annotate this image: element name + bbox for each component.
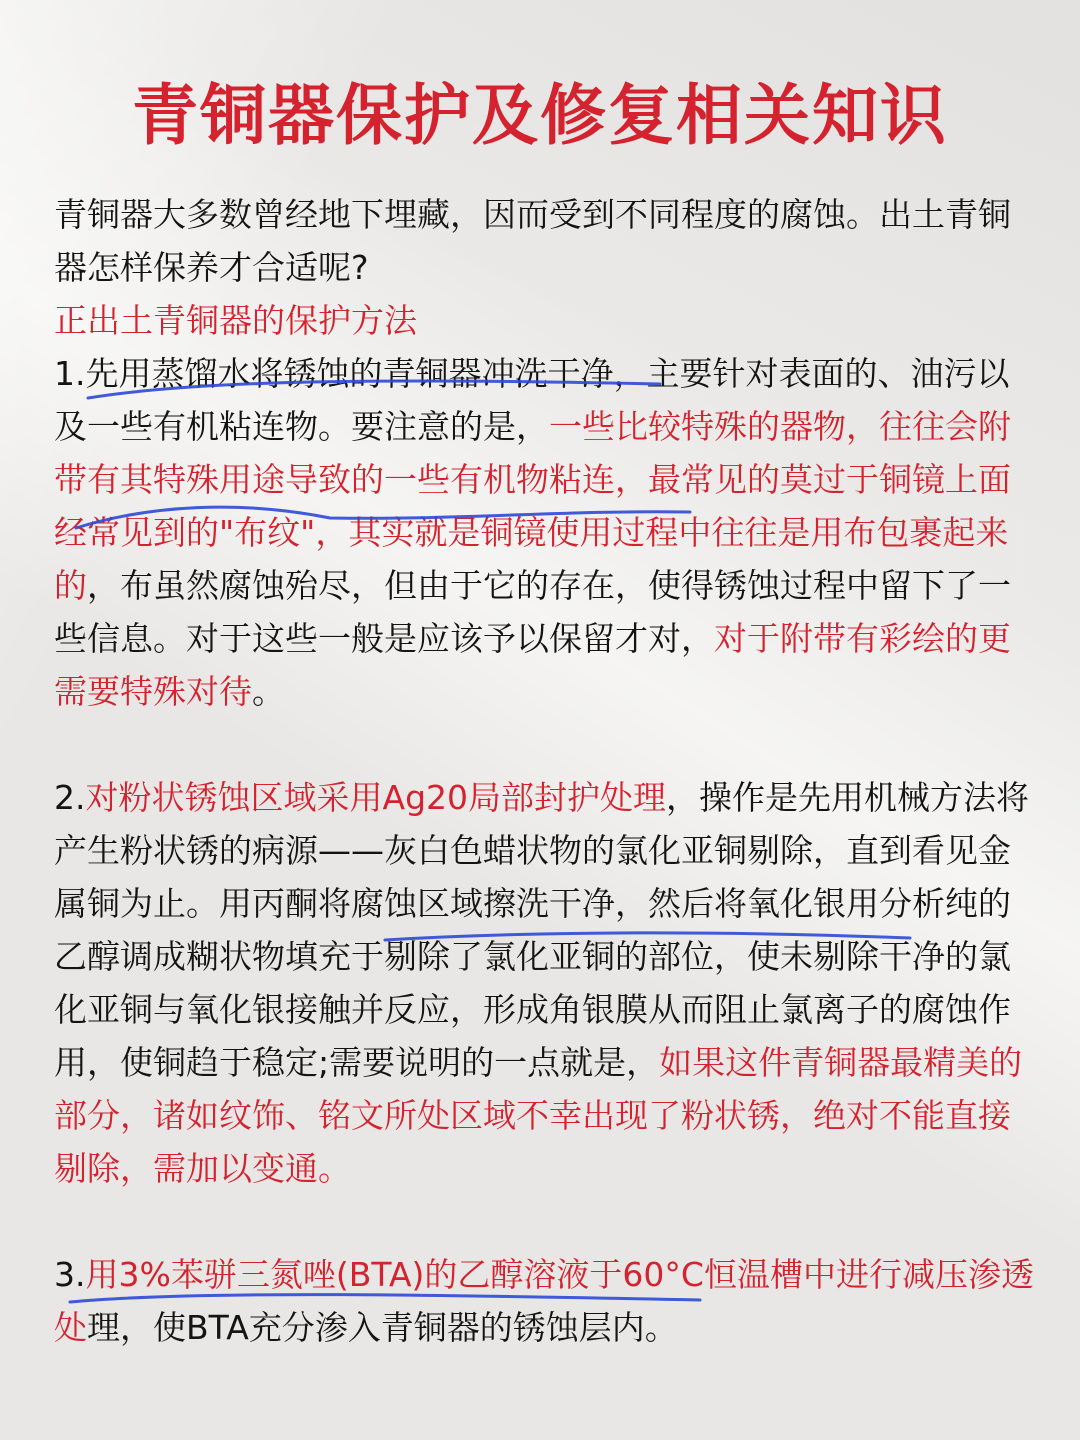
p1-highlight-d: 对于附带有彩绘的更需要特殊对待 bbox=[54, 619, 1011, 711]
paragraph-1 bbox=[54, 347, 1034, 718]
p2-text-a: 2. bbox=[54, 778, 86, 817]
p1-text-e: 。 bbox=[252, 672, 285, 711]
p3-highlight-b: 用3%苯骈三氮唑(BTA)的乙醇溶液于60°C恒温槽中进行减压渗透处 bbox=[54, 1255, 1034, 1347]
paragraph-gap bbox=[54, 718, 1034, 771]
paragraph-2 bbox=[54, 771, 1034, 1195]
p2-highlight-b: 对粉状锈蚀区域采用Ag20局部封护处理 bbox=[85, 778, 667, 817]
p3-text-a: 3. bbox=[54, 1255, 86, 1294]
paragraph-3 bbox=[54, 1248, 1034, 1354]
paragraph-gap bbox=[54, 1195, 1034, 1248]
article-body bbox=[54, 188, 1034, 1354]
section-heading: 正出土青铜器的保护方法 bbox=[54, 301, 417, 340]
p1-text-a: 1.先用蒸馏水将锈蚀的青铜器冲洗干净，主要针对表面的、油污以及一些有机粘连物。要注意的是， bbox=[54, 354, 1010, 446]
p1-highlight-b: 一些比较特殊的器物，往往会附带有其特殊用途导致的一些有机物粘连，最常见的莫过于铜镜上面经常见到的"布纹"，其实就是铜镜使用过程中往往是用布包裹起来的 bbox=[54, 407, 1011, 605]
p2-highlight-d: 如果这件青铜器最精美的部分，诸如纹饰、铭文所处区域不幸出现了粉状锈，绝对不能直接剔除，需加以变通。 bbox=[54, 1043, 1023, 1188]
p3-text-c: 理，使BTA充分渗入青铜器的锈蚀层内。 bbox=[87, 1308, 678, 1347]
intro-paragraph: 青铜器大多数曾经地下埋藏，因而受到不同程度的腐蚀。出土青铜器怎样保养才合适呢? bbox=[54, 195, 1011, 287]
page-title: 青铜器保护及修复相关知识 bbox=[132, 76, 948, 154]
p1-text-c: ，布虽然腐蚀殆尽，但由于它的存在，使得锈蚀过程中留下了一些信息。对于这些一般是应该予以保留才对， bbox=[54, 566, 1011, 658]
p2-text-c: ，操作是先用机械方法将产生粉状锈的病源——灰白色蜡状物的氯化亚铜剔除，直到看见金属铜为止。用丙酮将腐蚀区域擦洗干净，然后将氧化银用分析纯的乙醇调成糊状物填充于剔除了氯化亚铜的部位，使未剔除干净的氯化亚铜与氧化银接触并反应，形成角银膜从而阻止氯离子的腐蚀作用，使铜趋于稳定;需要说明的一点就是， bbox=[54, 778, 1030, 1082]
